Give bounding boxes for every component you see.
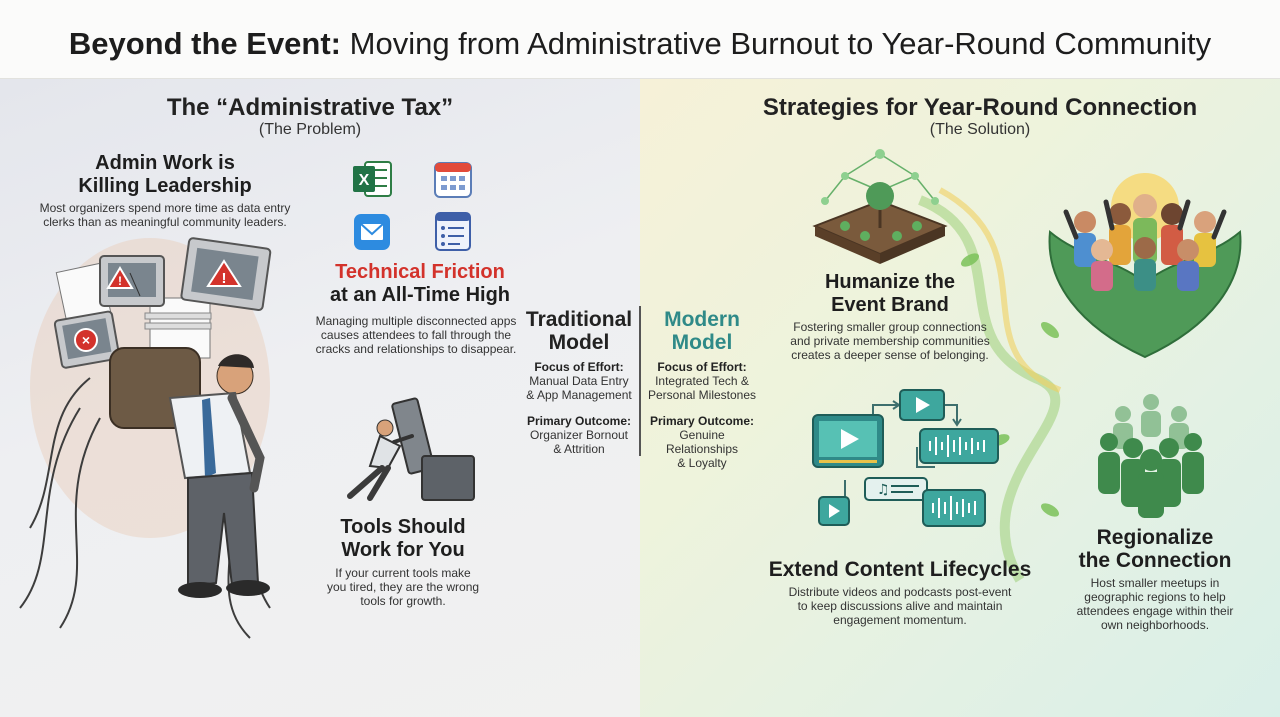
svg-text:!: ! [118, 274, 122, 288]
regional-body: Host smaller meetups in geographic regions to help attendees engage within their own neighborhoods. [1076, 576, 1234, 632]
svg-text:×: × [81, 332, 91, 348]
comparison-divider [639, 306, 641, 456]
mail-icon [353, 213, 393, 251]
problem-subheading: (The Problem) [258, 121, 362, 138]
regional-title: Regionalize the Connection [1078, 526, 1232, 572]
traditional-focus-value: Manual Data Entry & App Management [526, 374, 632, 402]
svg-text:!: ! [221, 270, 227, 287]
svg-text:X: X [358, 172, 370, 189]
traditional-title: Traditional Model [525, 308, 633, 354]
humanize-body: Fostering smaller group connections and private membership communities creates a deeper sense of belonging. [790, 320, 990, 362]
burnout-worker-illustration [20, 228, 320, 648]
solution-subheading: (The Solution) [929, 121, 1031, 138]
tools-title: Tools Should Work for You [340, 516, 466, 561]
friction-title: Technical Friction at an All-Time High [329, 261, 511, 306]
modern-focus-label: Focus of Effort: [657, 360, 747, 374]
modern-outcome-value: Genuine Relationships & Loyalty [665, 428, 739, 470]
admin-title: Admin Work is Killing Leadership [78, 152, 252, 197]
problem-heading: The “Administrative Tax” [166, 94, 454, 121]
excel-icon [353, 160, 393, 200]
calendar-icon [434, 160, 474, 198]
form-icon [434, 212, 474, 252]
extend-title: Extend Content Lifecycles [768, 558, 1032, 581]
traditional-outcome-value: Organizer Bornout & Attrition [529, 428, 629, 456]
modern-focus-value: Integrated Tech & Personal Milestones [647, 374, 757, 402]
music-note-icon: ♫ [877, 482, 890, 498]
tools-body: If your current tools make you tired, they are the wrong tools for growth. [326, 566, 480, 608]
community-group-illustration [1040, 162, 1250, 362]
solution-heading: Strategies for Year-Round Connection [762, 94, 1198, 121]
friction-body: Managing multiple disconnected apps causes attendees to fall through the cracks and relationships to disappear. [315, 314, 517, 356]
traditional-focus-label: Focus of Effort: [534, 360, 624, 374]
pushing-tool-illustration [340, 398, 490, 508]
traditional-outcome-label: Primary Outcome: [526, 414, 632, 428]
humanize-title: Humanize the Event Brand [824, 271, 956, 316]
network-garden-illustration [805, 146, 955, 266]
modern-outcome-label: Primary Outcome: [649, 414, 755, 428]
extend-body: Distribute videos and podcasts post-event to keep discussions alive and maintain engagement momentum. [788, 585, 1012, 627]
page-title: Beyond the Event: Moving from Administrative Burnout to Year-Round Community [68, 26, 1212, 61]
content-lifecycle-illustration [805, 385, 1005, 535]
modern-title: Modern Model [664, 308, 740, 354]
admin-body: Most organizers spend more time as data entry clerks than as meaningful community leaders. [39, 201, 291, 229]
regional-group-icon [1095, 392, 1207, 520]
